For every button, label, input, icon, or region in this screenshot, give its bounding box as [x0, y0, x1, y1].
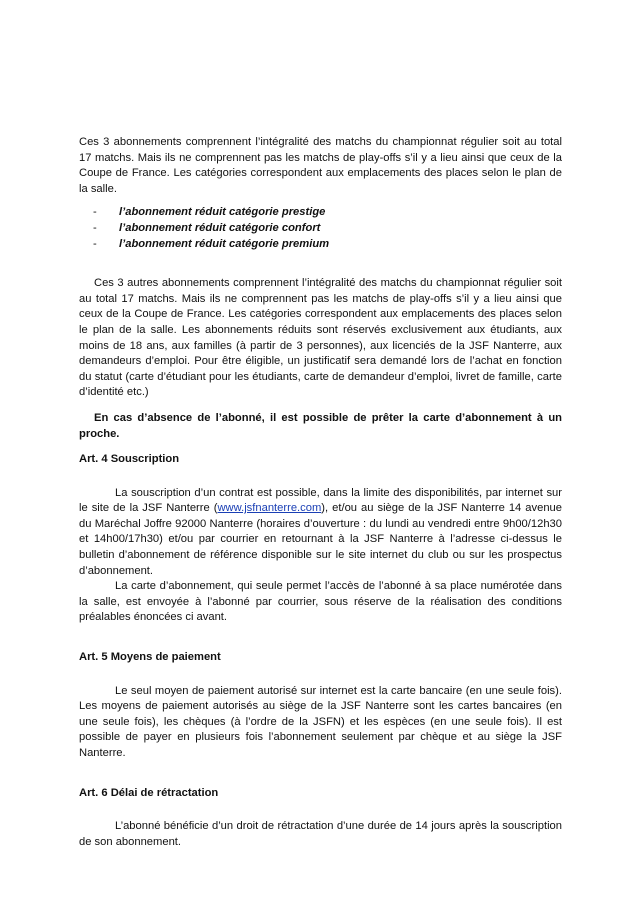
- art6-paragraph: L’abonné bénéficie d’un droit de rétractation d’une durée de 14 jours après la souscription de son abonnement.: [79, 820, 562, 848]
- list-item: [79, 221, 562, 237]
- intro-paragraph: Ces 3 abonnements comprennent l’intégralité des matchs du championnat régulier soit au total 17 matchs. Mais ils ne comprennent pas les matchs de play-offs s’il y a lieu ainsi que ceux de la Coupe de France. Les catégories correspondent aux emplacements des places selon le plan de la salle.: [79, 136, 562, 195]
- art5-paragraph: Le seul moyen de paiement autorisé sur internet est la carte bancaire (en une seule fois). Les moyens de paiement autorisés au siège de la JSF Nanterre sont les cartes bancaires (en une seule fois), les chèques (à l’ordre de la JSFN) et les espèces (en une seule fois). Il est possible de payer en plusieurs fois l’abonnement seulement par chèque et au siège la JSF Nanterre.: [79, 684, 562, 759]
- document-page: [79, 135, 562, 850]
- list-item-label: l’abonnement réduit catégorie confort: [119, 221, 321, 234]
- list-item: [79, 205, 562, 221]
- art5-heading: Art. 5 Moyens de paiement: [79, 651, 221, 664]
- list-item-label: l’abonnement réduit catégorie premium: [119, 237, 330, 250]
- list-dash: -: [93, 237, 97, 250]
- art4-text-after-link: ), et/ou au siège de la JSF Nanterre 14 avenue du Maréchal Joffre 92000 Nanterre (horaires d’ouverture : du lundi au vendredi entre 9h00/12h30 et 14h00/17h30) et/ou par courrier en retournant à la JSF Nanterre à l’adresse ci-dessus le bulletin d’abonnement de référence disponible sur le site internet du club ou sur les prospectus d’abonnement.: [79, 502, 562, 577]
- art4-heading: Art. 4 Souscription: [79, 453, 180, 466]
- list-item: [79, 237, 562, 253]
- list-item-label: l’abonnement réduit catégorie prestige: [119, 206, 326, 219]
- art6-heading: Art. 6 Délai de rétractation: [79, 786, 219, 799]
- art4-text-before-link: La souscription d’un contrat est possible, dans la limite des disponibilités, par internet sur le site de la JSF Nanterre (: [79, 486, 562, 515]
- art4-paragraph-2: La carte d’abonnement, qui seule permet l’accès de l’abonné à sa place numérotée dans la salle, est envoyée à l’abonné par courrier, sous réserve de la réalisation des conditions préalables énoncées ci avant.: [79, 580, 562, 624]
- list-dash: -: [93, 206, 97, 219]
- reduced-paragraph: Ces 3 autres abonnements comprennent l’intégralité des matchs du championnat régulier soit au total 17 matchs. Mais ils ne comprennent pas les matchs de play-offs s’il y a lieu ainsi que ceux de la Coupe de France. Les catégories correspondent aux emplacements des places selon le plan de la salle. Les abonnements réduits sont réservés exclusivement aux étudiants, aux moins de 18 ans, aux familles (à partir de 3 personnes), aux licenciés de la JSF Nanterre, aux demandeurs d’emploi. Pour être éligible, un justificatif sera demandé lors de l’achat en fonction du statut (carte d’étudiant pour les étudiants, carte de demandeur d’emploi, livret de famille, carte d’identité etc.): [79, 277, 562, 399]
- absence-note: En cas d’absence de l’abonné, il est possible de prêter la carte d’abonnement à un proche.: [79, 411, 562, 440]
- list-dash: -: [93, 221, 97, 234]
- subscription-list: [79, 205, 562, 252]
- art4-paragraph-1: [79, 486, 562, 580]
- website-link[interactable]: www.jsfnanterre.com: [217, 502, 322, 515]
